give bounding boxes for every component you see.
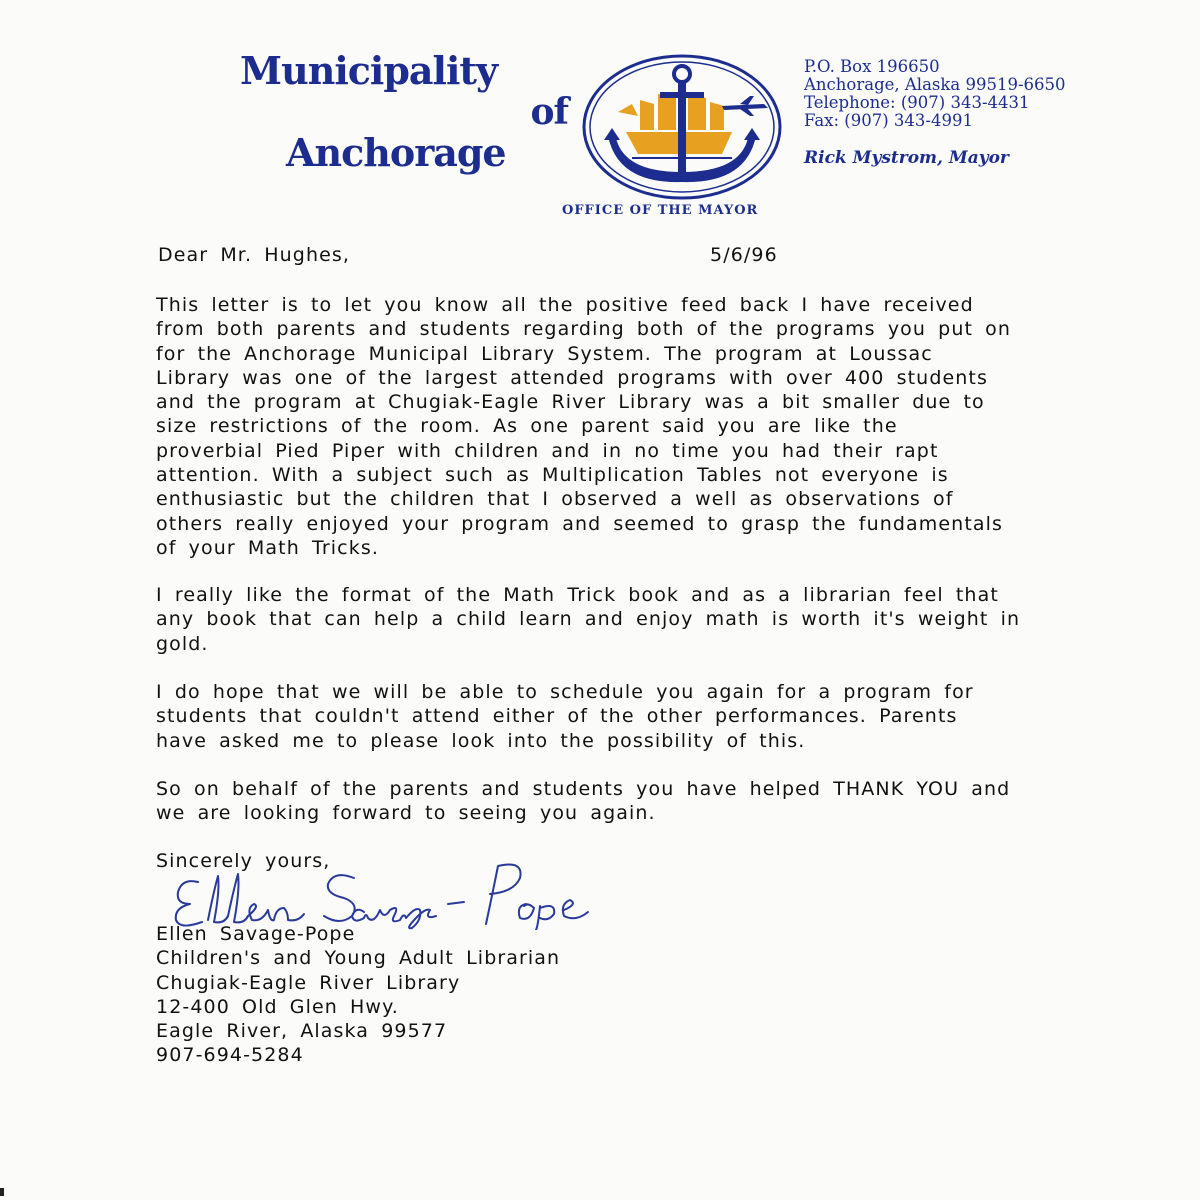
paragraph-line: I really like the format of the Math Trick book and as a librarian feel that <box>156 584 999 606</box>
paragraph <box>156 777 1200 826</box>
fax-line: Fax: (907) 343-4991 <box>804 111 973 130</box>
paragraph-line: any book that can help a child learn and enjoy math is worth it's weight in <box>156 608 1021 631</box>
address-line: Anchorage, Alaska 99519-6650 <box>804 75 1066 94</box>
signer-organization: Chugiak-Eagle River Library <box>156 971 461 994</box>
signature-block <box>156 922 560 1068</box>
paragraph-line: we are looking forward to seeing you again. <box>156 802 656 825</box>
paragraph-line: size restrictions of the room. As one parent said you are like the <box>156 415 898 438</box>
address-line: P.O. Box 196650 <box>804 57 940 76</box>
scan-edge-mark <box>0 1188 4 1196</box>
municipality-name-line: of <box>530 91 568 133</box>
paragraph-line: enthusiastic but the children that I observed a well as observations of <box>156 488 954 511</box>
paragraph-line: for the Anchorage Municipal Library System. The program at Loussac <box>156 342 933 365</box>
letter-date: 5/6/96 <box>710 244 778 266</box>
closing: Sincerely yours, <box>156 850 331 872</box>
signer-city: Eagle River, Alaska 99577 <box>156 1020 448 1043</box>
anchor-ship-seal-icon <box>582 54 782 200</box>
paragraph-line: others really enjoyed your program and seemed to grasp the fundamentals <box>156 512 1003 535</box>
salutation: Dear Mr. Hughes, <box>158 244 351 266</box>
signer-street: 12-400 Old Glen Hwy. <box>156 995 399 1018</box>
telephone-line: Telephone: (907) 343-4431 <box>804 93 1030 112</box>
paragraph-line: This letter is to let you know all the positive feed back I have received <box>156 294 974 316</box>
handwritten-signature <box>168 860 628 930</box>
paragraph <box>156 293 1200 560</box>
paragraph-line: I do hope that we will be able to schedule you again for a program for <box>156 681 974 703</box>
office-label: OFFICE OF THE MAYOR <box>562 203 759 218</box>
paragraph <box>156 680 1200 753</box>
municipality-name <box>230 48 570 175</box>
municipality-name-line: Municipality <box>240 48 498 93</box>
paragraph-line: of your Math Tricks. <box>156 536 379 559</box>
paragraph-line: proverbial Pied Piper with children and in no time you had their rapt <box>156 439 939 462</box>
paragraph-line: students that couldn't attend either of the other performances. Parents <box>156 705 958 728</box>
address-block <box>804 58 1066 130</box>
signer-name: Ellen Savage-Pope <box>156 923 356 945</box>
signer-title: Children's and Young Adult Librarian <box>156 947 561 970</box>
paragraph-line: attention. With a subject such as Multiplication Tables not everyone is <box>156 464 949 487</box>
signer-phone: 907-694-5284 <box>156 1044 304 1067</box>
paragraph-line: have asked me to please look into the possibility of this. <box>156 729 806 752</box>
paragraph-line: from both parents and students regarding both of the programs you put on <box>156 318 1012 341</box>
paragraph-line: Library was one of the largest attended programs with over 400 students <box>156 366 988 389</box>
paragraph-line: and the program at Chugiak-Eagle River Library was a bit smaller due to <box>156 391 985 414</box>
paragraph-line: So on behalf of the parents and students you have helped THANK YOU and <box>156 778 1011 800</box>
municipality-name-line: Anchorage <box>286 130 506 175</box>
mayor-name: Rick Mystrom, Mayor <box>804 148 1009 168</box>
paragraph <box>156 583 1200 656</box>
paragraph-line: gold. <box>156 632 209 655</box>
